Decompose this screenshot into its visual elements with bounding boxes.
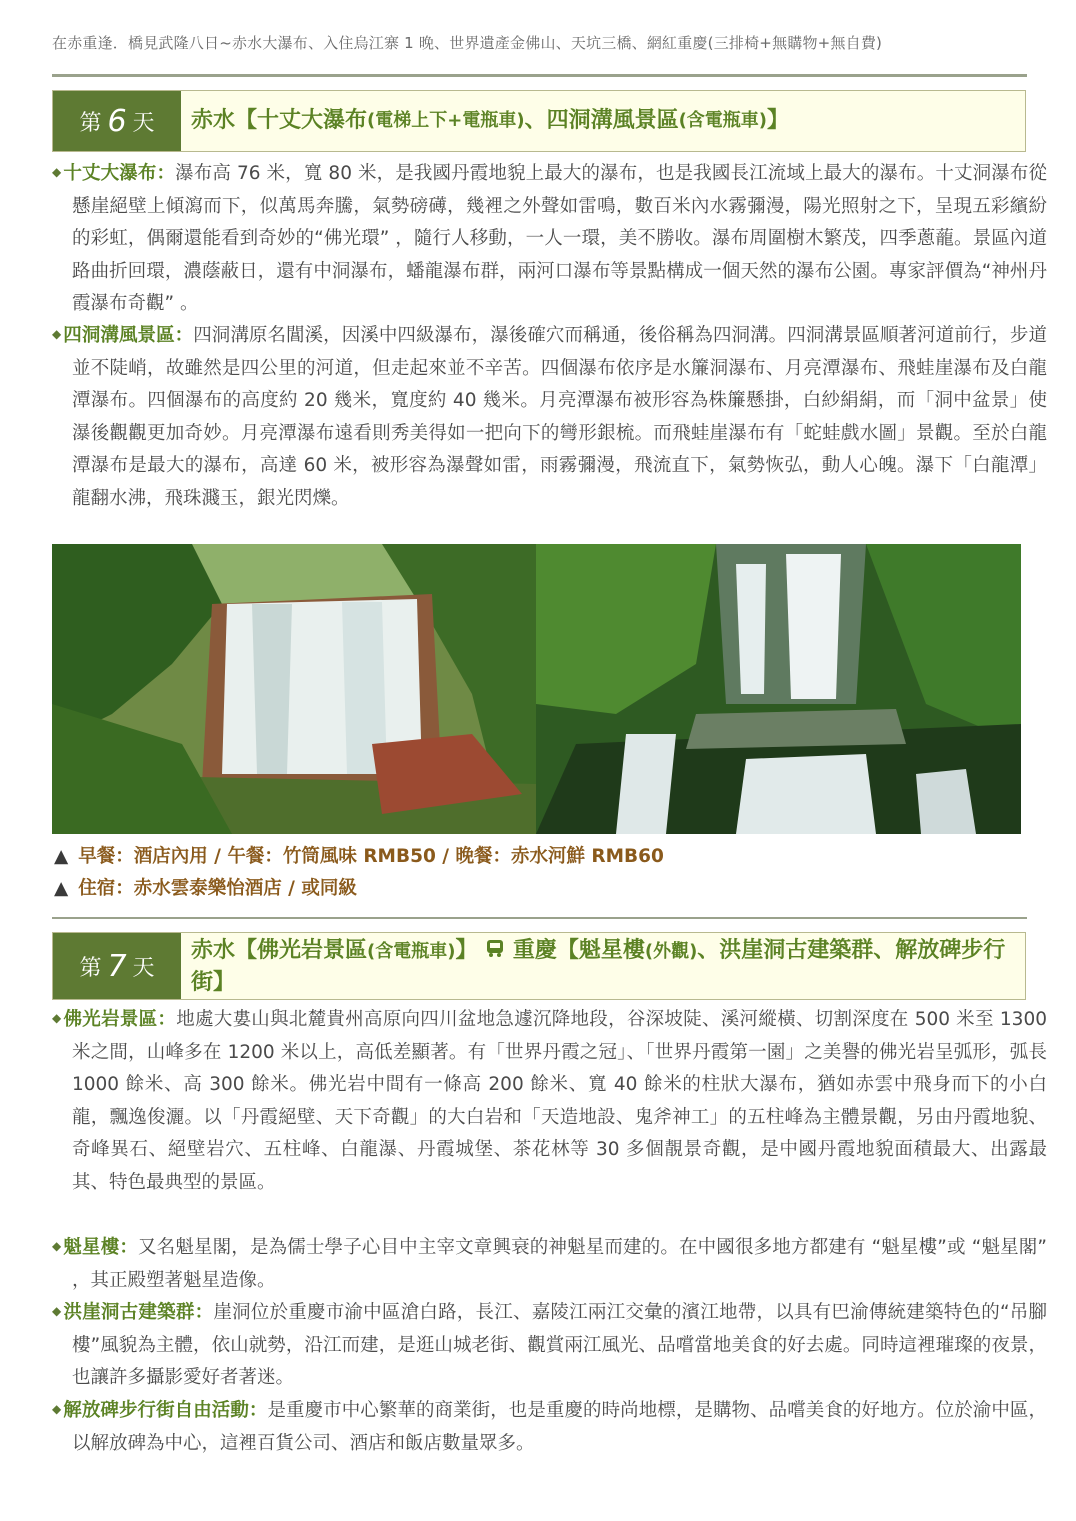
day-7-item-4 (52, 1393, 1047, 1460)
meals-text: 早餐：酒店內用 / 午餐：竹筒風味 RMB50 / 晚餐：赤水河鮮 RMB60 (78, 846, 664, 867)
item-text: 地處大婁山與北麓貴州高原向四川盆地急遽沉降地段，谷深坡陡、溪河縱橫、切割深度在 500 米至 1300 米之間，山峰多在 1200 米以上，高低差顯著。有「世界丹霞之冠」、「世界丹霞第一園」之美譽的佛光岩呈弧形，弧長 1000 餘米、高 300 餘米。佛光岩中間有一條高 200 餘米、寬 40 餘米的柱狀大瀑布，猶如赤雲中飛身而下的小白龍，飄逸俊灑。以「丹霞絕壁、天下奇觀」的大白岩和「天造地設、鬼斧神工」的五柱峰為主體景觀，另由丹霞地貌、奇峰異石、絕壁岩穴、五柱峰、白龍瀑、丹霞城堡、茶花林等 30 多個靚景奇觀，是中國丹霞地貌面積最大、出露最其、特色最典型的景區。 (72, 1009, 1047, 1193)
day-number: 7 (107, 948, 127, 984)
title-note: (含電瓶車) (367, 941, 456, 962)
item-text: 崖洞位於重慶市渝中區滄白路，長江、嘉陵江兩江交彙的濱江地帶，以具有巴渝傳統建築特色的“吊腳樓”風貌為主體，依山就勢，沿江而建，是逛山城老街、觀賞兩江風光、品嚐當地美食的好去處。同時這裡璀璨的夜景，也讓許多攝影愛好者著迷。 (72, 1302, 1047, 1388)
day-7-item-1 (52, 1002, 1047, 1199)
day-7-header (52, 932, 1026, 1000)
day-label-suffix: 天 (132, 110, 155, 136)
bus-icon (485, 936, 505, 967)
item-name: 解放碑步行街自由活動： (63, 1400, 268, 1421)
waterfall-photo-left (52, 544, 536, 834)
divider (52, 74, 1027, 77)
item-text: 瀑布高 76 米，寬 80 米，是我國丹霞地貌上最大的瀑布，也是我國長江流域上最大的瀑布。十丈洞瀑布從懸崖絕壁上傾瀉而下，似萬馬奔騰，氣勢磅礡，幾裡之外聲如雷鳴，數百米內水霧彌漫，陽光照射之下，呈現五彩繽紛的彩虹，偶爾還能看到奇妙的“佛光環” ，隨行人移動，一人一環，美不勝收。瀑布周圍樹木繁茂，四季蔥蘢。景區內道路曲折回環，濃蔭蔽日，還有中洞瀑布，蟠龍瀑布群，兩河口瀑布等景點構成一個天然的瀑布公園。專家評價為“神州丹霞瀑布奇觀” 。 (72, 163, 1047, 314)
item-name: 洪崖洞古建築群： (63, 1302, 214, 1323)
day-6-title (181, 91, 1025, 151)
diamond-bullet-icon: ◆ (52, 327, 62, 341)
day-7-title (181, 933, 1025, 999)
day-label-suffix: 天 (132, 955, 155, 981)
waterfall-photo-right (536, 544, 1021, 834)
page-header: 在赤重逢．橋見武隆八日~赤水大瀑布、入住烏江寨 1 晚、世界遺產金佛山、天坑三橋、網紅重慶(三排椅+無購物+無自費) (52, 34, 883, 52)
hotel-line (54, 874, 357, 900)
title-note: (含電瓶車) (678, 110, 768, 131)
day-6-item-1 (52, 156, 1047, 321)
item-text: 四洞溝原名閶溪，因溪中四級瀑布，瀑後確穴而稱通，後俗稱為四洞溝。四洞溝景區順著河道前行，步道並不陡峭，故雖然是四公里的河道，但走起來並不辛苦。四個瀑布依序是水簾洞瀑布、月亮潭瀑布、飛蛙崖瀑布及白龍潭瀑布。四個瀑布的高度約 20 幾米，寬度約 40 幾米。月亮潭瀑布被形容為株簾懸掛，白紗絹絹，而「洞中盆景」使瀑後觀觀更加奇妙。月亮潭瀑布遠看則秀美得如一把向下的彎形銀梳。而飛蛙崖瀑布有「蛇蛙戲水圖」景觀。至於白龍潭瀑布是最大的瀑布，高達 60 米，被形容為瀑聲如雷，雨霧彌漫，飛流直下，氣勢恢弘，動人心魄。瀑下「白龍潭」龍翻水沸，飛珠濺玉，銀光閃爍。 (72, 325, 1047, 509)
diamond-bullet-icon: ◆ (52, 165, 62, 179)
triangle-bullet-icon: ▲ (54, 878, 69, 899)
item-name: 佛光岩景區： (63, 1009, 177, 1030)
day-number: 6 (107, 103, 127, 139)
title-part: 重慶【魁星樓 (512, 938, 645, 963)
divider (52, 917, 1027, 919)
item-text: 是重慶市中心繁華的商業街，也是重慶的時尚地標，是購物、品嚐美食的好地方。位於渝中區，以解放碑為中心，這裡百貨公司、酒店和飯店數量眾多。 (72, 1400, 1047, 1454)
item-name: 十丈大瀑布： (63, 163, 176, 184)
triangle-bullet-icon: ▲ (54, 846, 69, 867)
hotel-text: 住宿：赤水雲泰樂怡酒店 / 或同級 (78, 878, 357, 899)
title-note: (電梯上下+電瓶車) (367, 110, 525, 131)
title-part: 、四洞溝風景區 (524, 108, 679, 133)
title-part: 】 (455, 938, 478, 963)
diamond-bullet-icon: ◆ (52, 1011, 62, 1025)
title-part: 赤水【佛光岩景區 (191, 938, 368, 963)
day-label-prefix: 第 (79, 955, 102, 981)
title-note: (外觀) (644, 941, 698, 962)
day-6-header (52, 90, 1026, 152)
day-6-label (53, 91, 181, 151)
diamond-bullet-icon: ◆ (52, 1239, 62, 1253)
day-label-prefix: 第 (79, 110, 102, 136)
diamond-bullet-icon: ◆ (52, 1402, 62, 1416)
item-name: 四洞溝風景區： (63, 325, 194, 346)
meals-line (54, 842, 664, 868)
day-7-item-2 (52, 1230, 1047, 1297)
title-part: 赤水【十丈大瀑布 (191, 108, 368, 133)
item-name: 魁星樓： (63, 1237, 139, 1258)
day-7-label (53, 933, 181, 999)
diamond-bullet-icon: ◆ (52, 1304, 62, 1318)
title-part: 】 (767, 108, 790, 133)
item-text: 又名魁星閣，是為儒士學子心目中主宰文章興衰的神魁星而建的。在中國很多地方都建有 “魁星樓”或 “魁星閣” ，其正殿塑著魁星造像。 (72, 1237, 1047, 1291)
day-7-item-3 (52, 1295, 1047, 1395)
day-6-item-2 (52, 318, 1047, 515)
title-part: 、洪崖洞古建築群、解放碑步行街】 (191, 938, 1006, 995)
